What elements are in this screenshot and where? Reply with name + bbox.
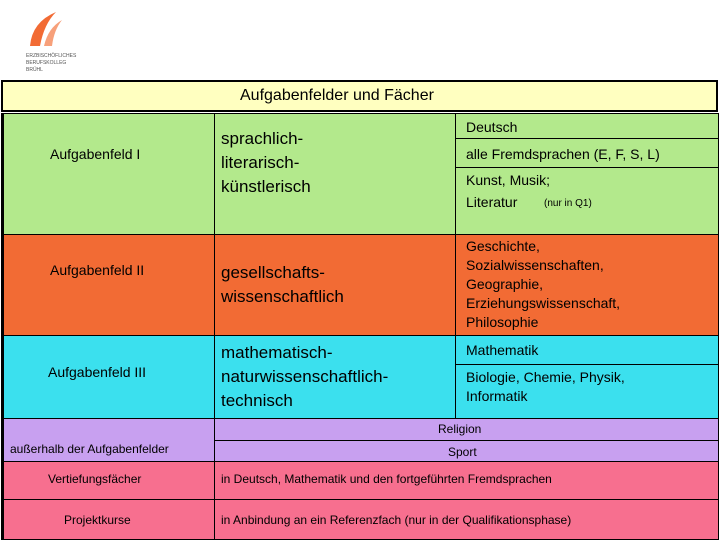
subject-gesellschaft-line-1: Geschichte, xyxy=(466,238,540,254)
vertiefung-text-cell xyxy=(214,461,719,500)
logo-line-1: ERZBISCHÖFLICHES xyxy=(26,53,77,59)
field-2-type-cell xyxy=(214,234,456,336)
field-1-type-cell xyxy=(214,113,456,235)
page-title: Aufgabenfelder und Fächer xyxy=(240,87,434,104)
projekt-text: in Anbindung an ein Referenzfach (nur in der Qualifikationsphase) xyxy=(221,513,572,527)
subject-natur-cell xyxy=(455,364,719,419)
field-1-type-line-3: künstlerisch xyxy=(221,177,311,196)
subject-kunst-line-1: Kunst, Musik; xyxy=(466,172,551,188)
subject-natur-line-2: Informatik xyxy=(466,388,528,404)
field-1-type-line-1: sprachlich- xyxy=(221,129,304,148)
subject-gesellschaft-line-2: Sozialwissenschaften, xyxy=(466,257,604,273)
field-2-type-line-2: wissenschaftlich xyxy=(221,287,344,306)
field-2-label: Aufgabenfeld II xyxy=(50,262,145,278)
subject-deutsch: Deutsch xyxy=(466,119,518,135)
subject-fremdsprachen-cell xyxy=(455,138,719,168)
sport-cell xyxy=(214,440,719,462)
field-3-type-line-3: technisch xyxy=(221,391,293,410)
subject-kunst-cell xyxy=(455,167,719,235)
field-2-label-cell xyxy=(1,234,215,336)
field-3-type-cell xyxy=(214,335,456,419)
subject-kunst-line-2: Literatur xyxy=(466,194,518,210)
religion-label: Religion xyxy=(438,422,482,436)
field-3-label: Aufgabenfeld III xyxy=(48,364,147,380)
subject-gesellschaft-line-3: Geographie, xyxy=(466,276,544,292)
field-3-type-line-1: mathematisch- xyxy=(221,343,333,362)
vertiefung-label: Vertiefungsfächer xyxy=(48,472,142,486)
subject-gesellschaft-line-5: Philosophie xyxy=(466,314,539,330)
field-3-label-cell xyxy=(1,335,215,419)
field-2-type-line-1: gesellschafts- xyxy=(221,263,325,282)
subject-fremdsprachen: alle Fremdsprachen (E, F, S, L) xyxy=(466,146,660,162)
subject-natur-line-1: Biologie, Chemie, Physik, xyxy=(466,369,625,385)
title-bar xyxy=(1,80,718,112)
projekt-label-cell xyxy=(1,499,215,540)
logo xyxy=(26,8,116,78)
subject-gesellschaft-line-4: Erziehungswissenschaft, xyxy=(466,295,621,311)
projekt-text-cell xyxy=(214,499,719,540)
logo-mark-icon xyxy=(26,8,66,48)
field-1-label: Aufgabenfeld I xyxy=(50,146,141,162)
religion-cell xyxy=(214,418,719,441)
subject-mathematik: Mathematik xyxy=(466,342,539,358)
subject-gesellschaft-cell xyxy=(455,234,719,336)
subject-mathematik-cell xyxy=(455,335,719,365)
logo-line-3: BRÜHL xyxy=(26,67,43,73)
vertiefung-label-cell xyxy=(1,461,215,500)
outside-label: außerhalb der Aufgabenfelder xyxy=(10,442,169,456)
subject-kunst-note: (nur in Q1) xyxy=(544,198,592,209)
sport-label: Sport xyxy=(448,445,477,459)
vertiefung-text: in Deutsch, Mathematik und den fortgeführten Fremdsprachen xyxy=(221,472,552,486)
logo-line-2: BERUFSKOLLEG xyxy=(26,60,67,66)
projekt-label: Projektkurse xyxy=(64,513,131,527)
subject-deutsch-cell xyxy=(455,113,719,139)
field-3-type-line-2: naturwissenschaftlich- xyxy=(221,367,389,386)
outside-label-cell xyxy=(1,418,215,462)
field-1-type-line-2: literarisch- xyxy=(221,153,300,172)
field-1-label-cell xyxy=(1,113,215,235)
